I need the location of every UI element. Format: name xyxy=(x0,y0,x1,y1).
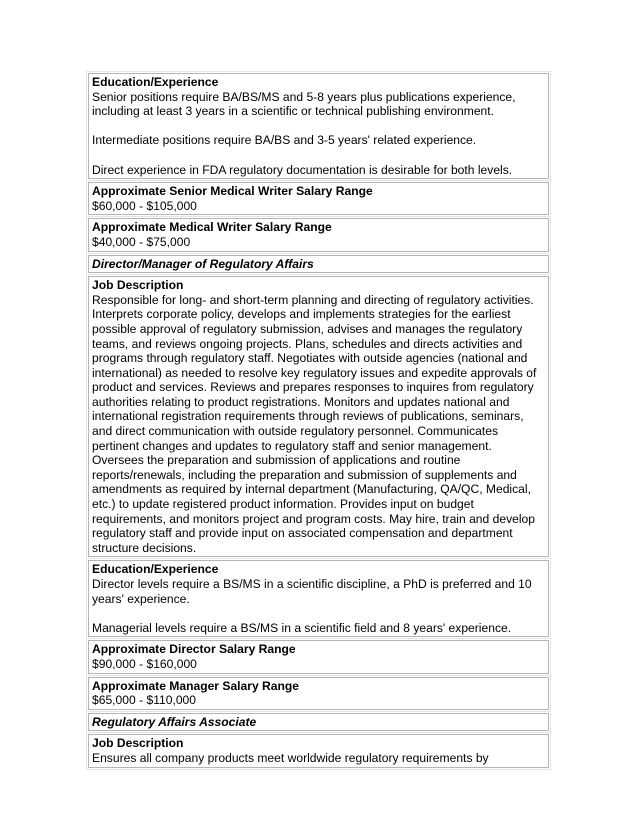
writer-salary-heading: Approximate Medical Writer Salary Range xyxy=(92,220,332,235)
manager-education-text: Managerial levels require a BS/MS in a scientific field and 8 years' experience. xyxy=(92,620,512,635)
associate-job-cell xyxy=(88,734,549,767)
document-page xyxy=(88,73,549,771)
director-education-text: Director levels require a BS/MS in a scientific discipline, a PhD is preferred and 10 years' experience. xyxy=(92,577,532,606)
manager-salary-value: $65,000 - $110,000 xyxy=(92,693,197,708)
writer-education-senior-text: Senior positions require BA/BS/MS and 5-8 years plus publications experience, including at least 3 years in a scientific or technical publishing environment. xyxy=(92,89,516,119)
director-title-cell xyxy=(88,255,549,274)
director-salary-heading: Approximate Director Salary Range xyxy=(92,642,296,657)
director-job-heading: Job Description xyxy=(92,278,184,293)
writer-salary-cell xyxy=(88,218,549,251)
director-education-heading: Education/Experience xyxy=(92,562,219,577)
director-job-cell xyxy=(88,276,549,557)
director-job-text: Responsible for long- and short-term planning and directing of regulatory activities. Interprets corporate policy, develops and implements strategies for the earliest possible approval of regulatory submission, advises and manages the regulatory teams, and reviews ongoing projects. Plans, schedules and directs activities and programs through regulatory staff. Negotiates with outside agencies (national and international) as needed to resolve key regulatory issues and expedite approvals of product and services. Reviews and prepares responses to inquires from regulatory authorities relating to product registrations. Monitors and updates national and international registration requirements through reviews of publications, seminars, and direct communication with outside regulatory personnel. Communicates pertinent changes and updates to regulatory staff and senior management. Oversees the preparation and submission of applications and routine reports/renewals, including the preparation and submission of supplements and amendments as required by internal department (Manufacturing, QA/QC, Medical, etc.) to update registered product information. Provides input on budget requirements, and monitors project and program costs. May hire, train and develop regulatory staff and provide input on associated compensation and department structure decisions. xyxy=(92,292,537,555)
writer-education-heading: Education/Experience xyxy=(92,75,219,89)
director-salary-cell xyxy=(88,640,549,673)
associate-title-cell xyxy=(88,713,549,732)
manager-salary-cell xyxy=(88,677,549,710)
writer-education-fda-text: Direct experience in FDA regulatory documentation is desirable for both levels. xyxy=(92,162,513,177)
director-education-cell xyxy=(88,560,549,637)
senior-writer-salary-value: $60,000 - $105,000 xyxy=(92,198,197,213)
director-salary-value: $90,000 - $160,000 xyxy=(92,656,197,671)
writer-education-cell xyxy=(88,73,549,179)
writer-salary-value: $40,000 - $75,000 xyxy=(92,234,191,249)
senior-writer-salary-heading: Approximate Senior Medical Writer Salary Range xyxy=(92,184,373,199)
associate-section-title: Regulatory Affairs Associate xyxy=(92,714,257,729)
director-section-title: Director/Manager of Regulatory Affairs xyxy=(92,256,314,271)
writer-education-intermediate-text: Intermediate positions require BA/BS and 3-5 years' related experience. xyxy=(92,133,477,148)
manager-salary-heading: Approximate Manager Salary Range xyxy=(92,678,300,693)
associate-job-text: Ensures all company products meet worldwide regulatory requirements by xyxy=(92,750,489,765)
senior-writer-salary-cell xyxy=(88,182,549,215)
associate-job-heading: Job Description xyxy=(92,736,184,751)
